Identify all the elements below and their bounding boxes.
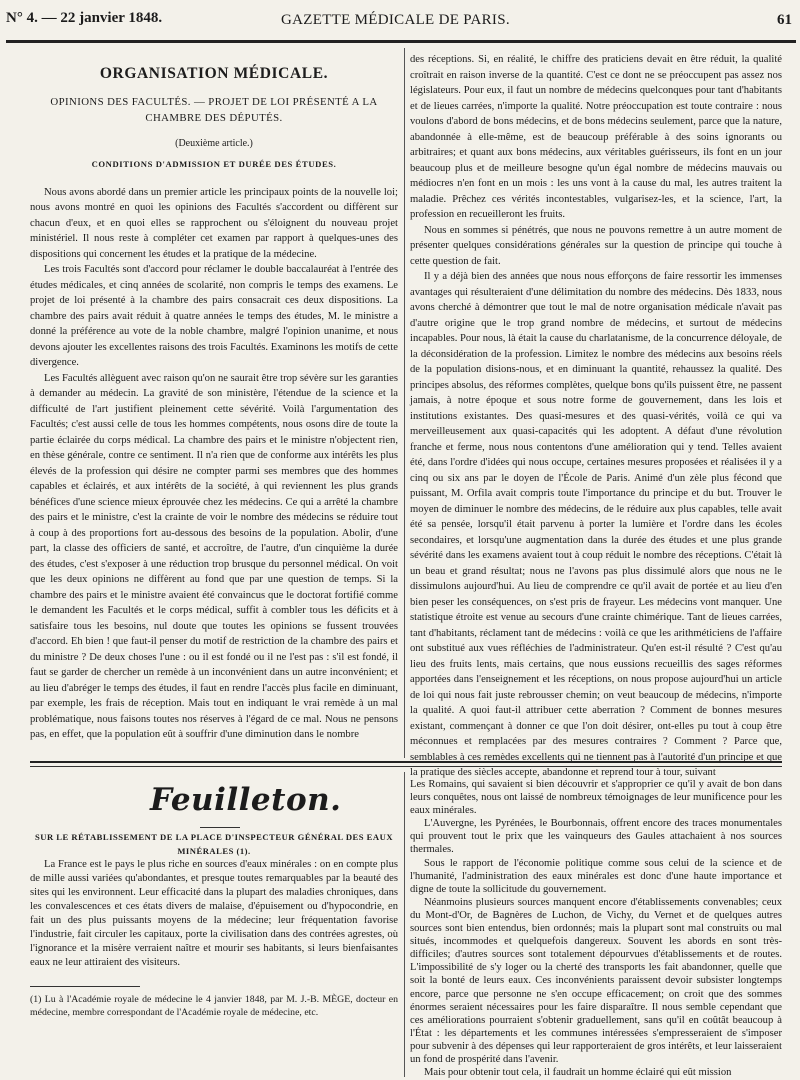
article-number: (Deuxième article.) [175,137,253,149]
column-divider [404,48,405,758]
article-left-column [30,58,398,756]
paragraph: Il y a déjà bien des années que nous nous efforçons de faire ressortir les immenses avantages qui résulteraient d'une délimitation du nombre des médecins. Dès 1833, nous avons cherché à démontrer que tout le mal de notre organisation médicale n'avait pas d'autre origine que le trop grand nombre de médecins, et surtout de médecins incapables. Pour nous, là était la cause du charlatanisme, de la concurrence déloyale, de la déconsidération de la profession. Limitez le nombre des médecins aux besoins réels de la population disions-nous, et en diminuant la quantité, rehaussez la qualité. Des principes absolus, des réformes complètes, quelque bons qu'ils puissent être, ne passent jamais, à notre époque et sous notre forme de gouvernement, dans les lois et institutions existantes. Des quasi-mesures et des quasi-vérités, voilà ce qui va merveilleusement aux quasi-capacités qui les adoptent. A défaut d'une révolution franche et ferme, nous nous contentons d'une amélioration qui y tend. Telles avaient été, dans l'ordre d'idées qui nous occupe, certaines mesures proposées et réalisées il y a cinq ou six ans par le doyen de l'École de Paris. Animé d'un zèle plus fécond que puissant, M. Orfila avait compris toute l'importance du principe et du but. Trouver le moyen de diminuer le nombre des médecins, de le réduire aux plus capables, telle avait été sa pensée, lorsqu'il était parvenu à porter la lumière et l'ordre dans les écoles secondaires, et lorsqu'une augmentation dans la durée des études et une plus grande sévérité dans les examens avaient tout à coup réduit le nombre des réceptions. C'était là un beau et grand résultat; nous ne l'avons pas plus dissimulé alors que nous ne le dissimulons aujourd'hui. Au lieu de comprendre ce qu'il avait de portée et au lieu d'en bien peser les conséquences, on s'est pris de frayeur. Les médecins vont manquer. Une statistique étroite est venue au secours d'une crainte chimérique. Tant de lieues carrées, tant d'habitants, réclament tant de médecins : voilà ce que les arithméticiens de l'affaire ont substitué aux vues réfléchies de l'administrateur. Qu'en est-il résulté ? C'est qu'au lieu des fruits lents, mais certains, que nous eussions recueillis des sages réformes apportées dans l'enseignement et les réceptions, on nous propose aujourd'hui un article de loi qui nous fait juste rebrousser chemin; on veut beaucoup de médecins, n'importe la qualité. A quoi faut-il attribuer cette aberration ? Comment de bonnes mesures existant, commençant à donner ce que l'on doit désirer, ont-elles pu tout à coup être méconnues et remplacées par des mesures contraires ? Comment ? Parce que, semblables à ces remèdes excellents qui ne tiennent pas à l'autorité d'un principe et que la pratique des siècles accepte, abandonne et reprend tour à tour, suivant [410,271,782,778]
article-right-column [410,52,782,778]
paragraph: Les Romains, qui savaient si bien découvrir et s'approprier ce qu'il y avait de bon dans leurs conquêtes, nous ont laissé de nombreux témoignages de leur munificence pour les eaux minérales. [410,779,782,817]
feuilleton-rule [30,761,782,763]
footnote-rule [30,986,140,987]
article-subtitle: OPINIONS DES FACULTÉS. — PROJET DE LOI PRÉSENTÉ A LA CHAMBRE DES DÉPUTÉS. [50,95,378,124]
paragraph: Les Facultés allèguent avec raison qu'on ne saurait être trop sévère sur les garanties à demander au médecin. La gravité de son ministère, l'étendue de la science et la difficulté de l'art justifient pleinement cette sévérité. Voilà l'argumentation des Facultés; c'est aussi celle de tous les hommes compétents, nous osons dire de toute la partie éclairée du corps médical. La chambre des pairs et le ministre n'objectent rien, en thèse générale, contre ce sentiment. Il n'a rien que de conforme aux intérêts les plus élevés de la profession qui désire ne compter parmi ses membres que des hommes capables et éclairés, et aux intérêts de la société, à qui reviennent les plus grands bénéfices d'une science mieux éprouvée chez les médecins. Ce qui a arrêté la chambre des pairs et le ministre, c'est la crainte de voir le nombre des médecins se réduire tout à coup à des proportions fort au-dessous des besoins de la population. Abolir, d'une part, la classe des officiers de santé, et accroître, de l'autre, d'un cinquième la durée des études, c'est s'exposer à une réduction trop brusque du personnel médical. On voit que les deux opinions ne diffèrent au fond que par une question de temps. Si la chambre des pairs et le ministre avaient été convaincus que le doctorat fortifié comme le demandent les Facultés et le corps médical, suffit à combler tous les déficits et à satisfaire tous les besoins, nul doute que toutes les opinions se fussent trouvées d'accord. Eh bien ! que faut-il penser du motif de restriction de la chambre des pairs et du ministre ? De deux choses l'une : ou il est fondé ou il ne l'est pas : s'il est fondé, il faut se garder de chercher un remède à un inconvénient dans un autre inconvénient; et au lieu d'abréger le temps des études, il faut en rendre l'accès plus facile en diminuant, par exemple, les frais de réception. Mais tout en indiquant le vrai remède à un mal problématique, nous faisons toutes nos réserves à l'égard de ce mal. Nous ne pensons pas, en effet, que la population eût à souffrir d'une diminution dans le nombre [30,372,398,740]
paragraph: La France est le pays le plus riche en sources d'eaux minérales : on en compte plus de mille aussi variées qu'abondantes, et presque toutes remarquables par la beauté des sites qui les environnent. Leur efficacité dans la plupart des maladies chroniques, dans les convalescences et ces états divers de malaise, d'épuisement ou d'hypocondrie, en fait un des plus puissants moyens de la médecine; leur fréquentation favorise l'industrie, fait circuler les capitaux, porte la civilisation dans des contrées agrestes, où l'ignorance et la misère verraient naître et mourir ses habitants, si leurs bienfaisantes eaux ne leur attiraient des visiteurs. [30,859,398,968]
journal-title: GAZETTE MÉDICALE DE PARIS. [281,12,510,28]
masthead [0,0,800,40]
footnote: (1) Lu à l'Académie royale de médecine le 4 janvier 1848, par M. J.-B. MÈGE, docteur en médecine, membre correspondant de l'Académie royale de médecine, etc. [30,994,398,1018]
feuilleton-left-column [30,830,398,1080]
title-ornament [200,827,240,828]
issue-number-date: N° 4. — 22 janvier 1848. [6,10,163,26]
feuilleton-rule-thin [30,766,782,767]
paragraph: Néanmoins plusieurs sources manquent encore d'établissements convenables; ceux du Mont-d'Or, de Bagnères de Luchon, de Vichy, du Vernet et de quelques autres sources sont bien entendus, bien ordonnés; mais la plupart sont mal construits ou mal situés, incommodes et quelquefois dangereux. Souvent les abords en sont très-difficiles; d'autres sources sont totalement dépourvues d'établissements et de routes. L'impossibilité de s'y loger ou la cherté des transports les fait abandonner, quelle que soit la bonté de leurs eaux. Ces inconvénients paraissent devoir subsister longtemps encore, parce que personne ne s'en occupe efficacement; on croit que des sommes énormes seraient nécessaires pour les faire disparaître. Il nous semble cependant que ces améliorations pourraient s'obtenir graduellement, sans qu'il en coûtât beaucoup à l'État : les départements et les communes intéressées s'empresseraient de s'imposer pour subvenir à des dépenses qui leur rapporteraient de gros intérêts, et leur laisseraient un fond de prospérité dans l'avenir. [410,896,782,1065]
feuilleton-right-column [410,778,782,1078]
article-heading: CONDITIONS D'ADMISSION ET DURÉE DES ÉTUDES. [91,159,337,169]
section-title: ORGANISATION MÉDICALE. [99,65,329,82]
paragraph: des réceptions. Si, en réalité, le chiffre des praticiens devait en être réduit, la qualité croîtrait en raison inverse de la quantité. C'est ce dont ne se préoccupent pas assez nos législateurs. Pour eux, il faut un nombre de médecins quelconques pour tant d'habitants et de lieues carrées, n'importe la qualité. Notre préoccupation est toute contraire : nous voulons d'abord de bons médecins, et de bons médecins seulement, parce que la nature, abandonnée à elle-même, est de beaucoup préférable à des soins ignorants ou arbitraires; et quant aux bons médecins, aux véritables guérisseurs, ils font en un jour beaucoup plus et de meilleure besogne qu'un égal nombre de médecins mauvais ou médiocres n'en font en un mois : les uns vont à la cause du mal, les autres traitent la maladie. Prêchez ces vérités incontestables, vulgarisez-les, et la science, l'art, la profession en recueilleront les fruits. [410,54,782,220]
paragraph: Les trois Facultés sont d'accord pour réclamer le double baccalauréat à l'entrée des études médicales, et cinq années de scolarité, non compris le temps des examens. Le projet de loi présenté à la chambre des pairs consacrait ces deux dispositions. La chambre des pairs avait réduit à quatre années le temps des études, M. le ministre a donné la préférence au vote de la noble chambre, malgré l'opinion unanime, et nous devons ajouter les excellentes raisons des trois Facultés. Examinons les motifs de cette divergence. [30,264,398,368]
paragraph: Nous avons abordé dans un premier article les principaux points de la nouvelle loi; nous avons montré en quoi les opinions des Facultés s'accordent ou diffèrent sur chacun d'eux, et en quoi elles se rapprochent ou s'éloignent du nouveau projet ministériel. Il nous reste à compléter cet examen par rapport à quelques-unes des dispositions qui concernent les études et la pratique de la médecine. [30,186,398,260]
page-number: 61 [777,12,792,28]
paragraph: Mais pour obtenir tout cela, il faudrait un homme éclairé qui eût mission [424,1067,732,1079]
feuilleton-subtitle: SUR LE RÉTABLISSEMENT DE LA PLACE D'INSPECTEUR GÉNÉRAL DES EAUX MINÉRALES (1). [34,832,394,856]
column-divider [404,772,405,1077]
feuilleton-title: Feuilleton. [150,782,342,818]
paragraph: Nous en sommes si pénétrés, que nous ne pouvons remettre à un autre moment de présenter quelques considérations générales sur la question de principe qui touche à cette question de fait. [410,224,782,267]
paragraph: Sous le rapport de l'économie politique comme sous celui de la science et de l'humanité, l'administration des eaux minérales est donc d'une haute importance et digne de toute la sollicitude du gouvernement. [410,857,782,895]
masthead-rule [6,40,796,43]
paragraph: L'Auvergne, les Pyrénées, le Bourbonnais, offrent encore des traces monumentales qui prouvent tout le prix que les vainqueurs des Gaules attachaient à nos sources thermales. [410,818,782,856]
